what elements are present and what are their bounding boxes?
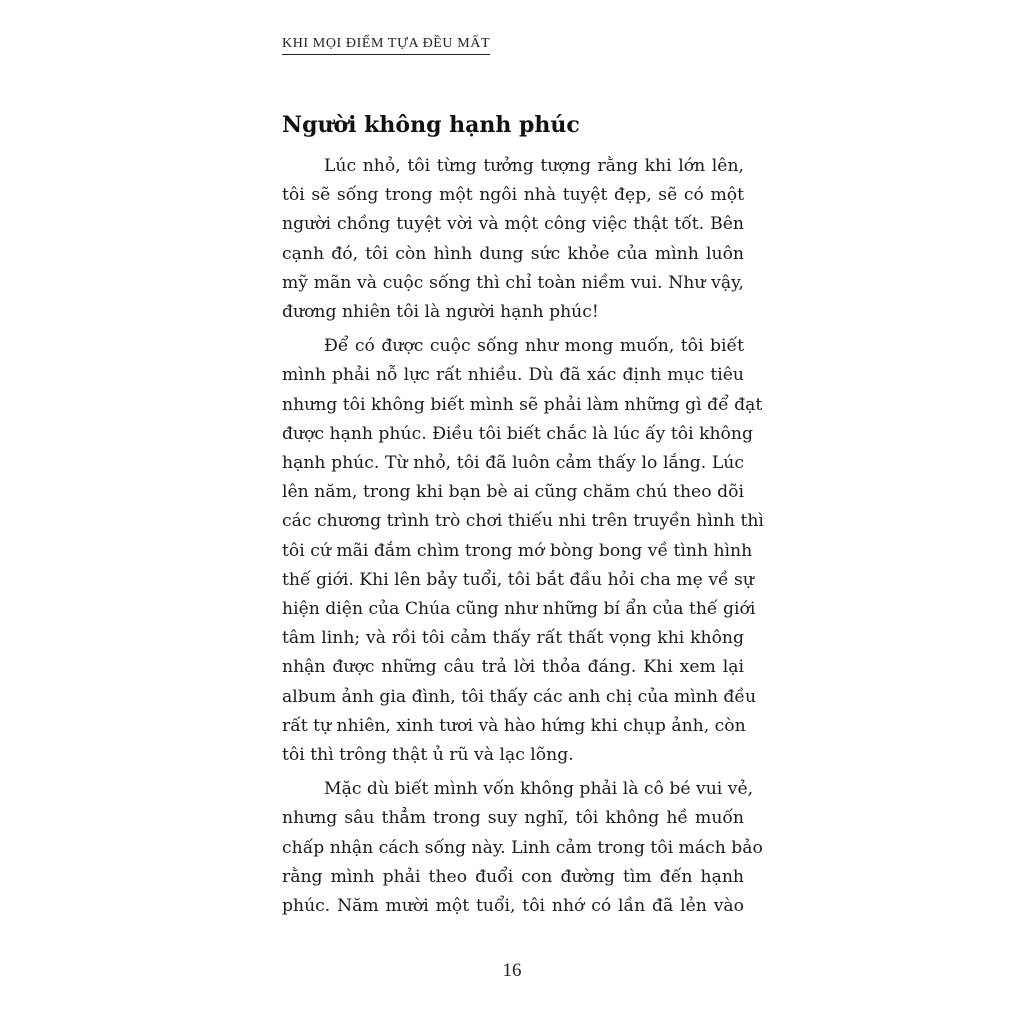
paragraph-1 bbox=[282, 152, 744, 327]
text-line: chấp nhận cách sống này. Linh cảm trong tôi mách bảo bbox=[282, 837, 763, 858]
text-line: mỹ mãn và cuộc sống thì chỉ toàn niềm vui. Như vậy, bbox=[282, 272, 744, 293]
running-header: KHI MỌI ĐIỂM TỰA ĐỀU MẤT bbox=[282, 36, 490, 55]
text-line: các chương trình trò chơi thiếu nhi trên truyền hình thì bbox=[282, 511, 764, 532]
text-line: nhận được những câu trả lời thỏa đáng. Khi xem lại bbox=[282, 657, 744, 678]
text-line: người chồng tuyệt vời và một công việc thật tốt. Bên bbox=[282, 214, 744, 235]
text-line: tâm linh; và rồi tôi cảm thấy rất thất vọng khi không bbox=[282, 628, 744, 649]
text-line: tôi cứ mãi đắm chìm trong mớ bòng bong về tình hình bbox=[282, 540, 753, 561]
text-line: Mặc dù biết mình vốn không phải là cô bé vui vẻ, bbox=[324, 779, 754, 800]
paragraph-3 bbox=[282, 775, 763, 921]
text-line: thế giới. Khi lên bảy tuổi, tôi bắt đầu hỏi cha mẹ về sự bbox=[282, 569, 754, 590]
text-line: nhưng sâu thẳm trong suy nghĩ, tôi không hề muốn bbox=[282, 808, 744, 829]
text-line: hiện diện của Chúa cũng như những bí ẩn của thế giới bbox=[282, 599, 756, 620]
text-line: phúc. Năm mười một tuổi, tôi nhớ có lần đã lẻn vào bbox=[282, 896, 744, 917]
text-line: rằng mình phải theo đuổi con đường tìm đến hạnh bbox=[282, 866, 744, 887]
text-line: album ảnh gia đình, tôi thấy các anh chị của mình đều bbox=[282, 686, 757, 707]
text-line: tôi sẽ sống trong một ngôi nhà tuyệt đẹp, sẽ có một bbox=[282, 185, 744, 206]
text-line: mình phải nỗ lực rất nhiều. Dù đã xác định mục tiêu bbox=[282, 365, 744, 386]
body-text bbox=[282, 152, 764, 926]
text-line: Để có được cuộc sống như mong muốn, tôi biết bbox=[324, 336, 744, 357]
text-line: được hạnh phúc. Điều tôi biết chắc là lúc ấy tôi không bbox=[282, 423, 753, 444]
text-line: lên năm, trong khi bạn bè ai cũng chăm chú theo dõi bbox=[282, 482, 744, 503]
text-line: rất tự nhiên, xinh tươi và hào hứng khi chụp ảnh, còn bbox=[282, 715, 746, 736]
text-line: cạnh đó, tôi còn hình dung sức khỏe của mình luôn bbox=[282, 243, 744, 264]
text-line: đương nhiên tôi là người hạnh phúc! bbox=[282, 302, 599, 323]
page-number: 16 bbox=[502, 960, 522, 981]
paragraph-2 bbox=[282, 332, 764, 770]
text-line: hạnh phúc. Từ nhỏ, tôi đã luôn cảm thấy lo lắng. Lúc bbox=[282, 453, 744, 474]
text-line: nhưng tôi không biết mình sẽ phải làm những gì để đạt bbox=[282, 394, 763, 415]
chapter-title: Người không hạnh phúc bbox=[282, 112, 580, 138]
text-line: Lúc nhỏ, tôi từng tưởng tượng rằng khi lớn lên, bbox=[324, 156, 744, 176]
text-line: tôi thì trông thật ủ rũ và lạc lõng. bbox=[282, 745, 574, 766]
